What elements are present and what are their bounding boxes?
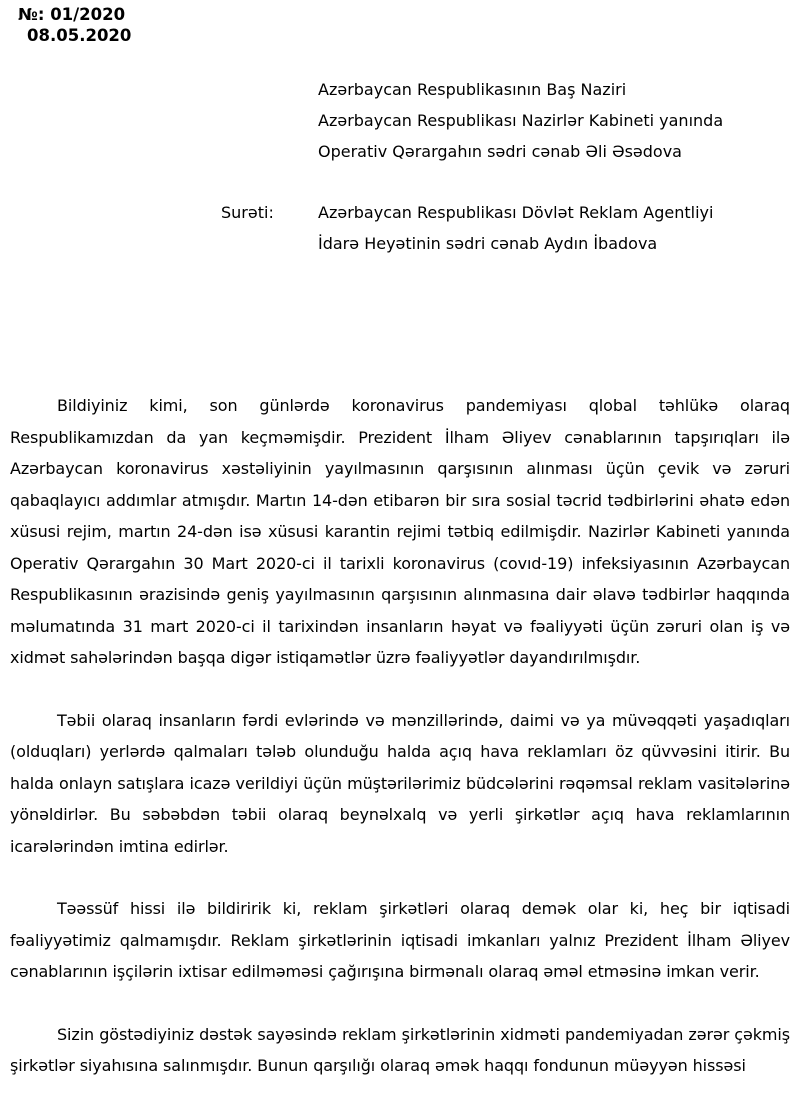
recipient-line: Azərbaycan Respublikası Nazirlər Kabineti yanında — [318, 111, 724, 130]
recipient-line: Azərbaycan Respublikasının Baş Naziri — [318, 80, 627, 99]
document-date: 08.05.2020 — [27, 26, 132, 45]
document-header — [18, 4, 131, 46]
letter-body — [10, 390, 790, 1105]
body-paragraph: Təəssüf hissi ilə bildiririk ki, reklam şirkətləri olaraq demək olar ki, heç bir iqtisadi fəaliyyətimiz qalmamışdır. Reklam şirkətlərinin iqtisadi imkanları yalnız Prezident İlham Əliyev cənablarının işçilərin ixtisar edilməməsi çağırışına birmənalı olaraq əməl etməsinə imkan verir. — [10, 899, 790, 981]
reference-number: №: 01/2020 — [18, 5, 126, 24]
copy-recipient-line: İdarə Heyətinin sədri cənab Aydın İbadova — [318, 234, 658, 253]
body-paragraph: Bildiyiniz kimi, son günlərdə koronavirus pandemiyası qlobal təhlükə olaraq Respublikamızdan da yan keçməmişdir. Prezident İlham Əliyev cənablarının tapşırıqları ilə Azərbaycan koronavirus xəstəliyinin yayılmasının qarşısının alınması üçün çevik və zəruri qabaqlayıcı addımlar atmışdır. Martın 14-dən etibarən bir sıra sosial təcrid tədbirlərini əhatə edən xüsusi rejim, martın 24-dən isə xüsusi karantin rejimi tətbiq edilmişdir. Nazirlər Kabineti yanında Operativ Qərargahın 30 Mart 2020-ci il tarixli koronavirus (covıd-19) infeksiyasının Azərbaycan Respublikasının ərazisində geniş yayılmasının qarşısının alınmasına dair əlavə tədbirlər haqqında məlumatında 31 mart 2020-ci il tarixindən insanların həyat və fəaliyyəti üçün zəruri olan iş və xidmət sahələrindən başqa digər istiqamətlər üzrə fəaliyyətlər dayandırılmışdır. — [10, 396, 790, 667]
recipient-line: Operativ Qərargahın sədri cənab Əli Əsədova — [318, 142, 682, 161]
copy-recipient-block — [318, 197, 713, 259]
body-paragraph: Sizin göstədiyiniz dəstək sayəsində reklam şirkətlərinin xidməti pandemiyadan zərər çəkmiş şirkətlər siyahısına salınmışdır. Bunun qarşılığı olaraq əmək haqqı fondunun müəyyən hissəsi — [10, 1024, 790, 1075]
copy-recipient-line: Azərbaycan Respublikası Dövlət Reklam Agentliyi — [318, 203, 714, 222]
copy-label: Surəti: — [221, 203, 274, 222]
recipient-block — [318, 74, 723, 167]
body-paragraph: Təbii olaraq insanların fərdi evlərində və mənzillərində, daimi və ya müvəqqəti yaşadıqları (olduqları) yerlərdə qalmaları tələb olunduğu halda açıq hava reklamları öz qüvvəsini itirir. Bu halda onlayn satışlara icazə verildiyi üçün müştərilərimiz büdcələrini rəqəmsal reklam vasitələrinə yönəldirlər. Bu səbəbdən təbii olaraq beynəlxalq və yerli şirkətlər açıq hava reklamlarının icarələrindən imtina edirlər. — [10, 710, 790, 856]
